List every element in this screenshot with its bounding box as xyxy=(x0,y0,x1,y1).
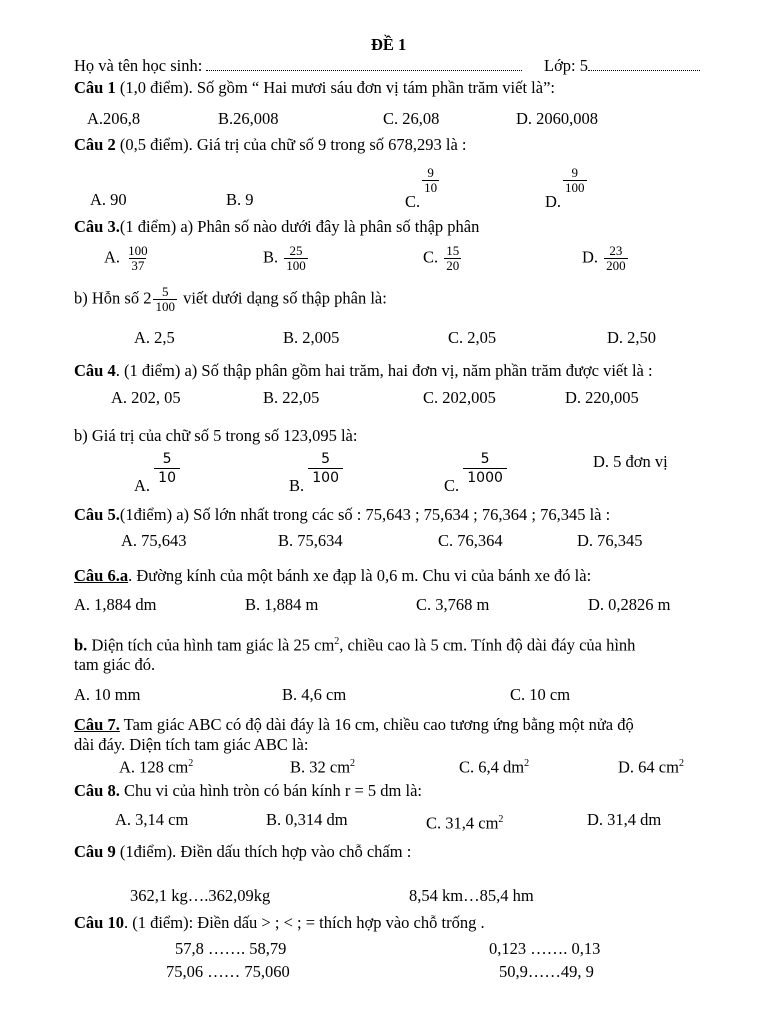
q6-option-d[interactable]: D. 0,2826 m xyxy=(588,595,671,614)
question-10: Câu 10. (1 điểm): Điền dấu > ; < ; = thích hợp vào chỗ trống . xyxy=(74,913,485,932)
q9-item-left[interactable]: 362,1 kg….362,09kg xyxy=(130,886,271,905)
question-7-line2: dài đáy. Diện tích tam giác ABC là: xyxy=(74,735,309,754)
q8-option-a[interactable]: A. 3,14 cm xyxy=(115,810,189,829)
q6b-option-b[interactable]: B. 4,6 cm xyxy=(282,685,347,704)
q4b-option-a[interactable]: A. $\frac{5}{10}$ xyxy=(134,450,180,496)
q3-option-a[interactable]: A. $\frac{100}{37}$ xyxy=(104,243,148,273)
q8-option-b[interactable]: B. 0,314 dm xyxy=(266,810,348,829)
q2-option-d[interactable]: D. $\frac{9}{100}$ xyxy=(545,165,585,211)
question-6b: b. Diện tích của hình tam giác là 25 $cm^2$, chiều cao là 5 cm. Tính độ dài đáy của hình xyxy=(74,635,636,655)
q7-option-a[interactable]: A. 128 $cm^2$ xyxy=(119,757,194,777)
q2-option-a[interactable]: A. 90 xyxy=(90,190,127,209)
q5-option-c[interactable]: C. 76,364 xyxy=(438,531,503,550)
q3b-option-d[interactable]: D. 2,50 xyxy=(607,328,657,347)
q1-option-a[interactable]: A.206,8 xyxy=(87,109,141,128)
q10-row1-left[interactable]: 57,8 ……. 58,79 xyxy=(175,939,287,958)
question-3: Câu 3.(1 điểm) a) Phân số nào dưới đây là phân số thập phân xyxy=(74,217,480,236)
q1-option-d[interactable]: D. 2060,008 xyxy=(516,109,599,128)
q5-option-b[interactable]: B. 75,634 xyxy=(278,531,343,550)
q7-option-b[interactable]: B. 32 $cm^2$ xyxy=(290,757,356,777)
q4b-option-b[interactable]: B. $\frac{5}{100}$ xyxy=(289,450,343,496)
question-8: Câu 8. Chu vi của hình tròn có bán kính r = 5 dm là: xyxy=(74,781,422,800)
question-9: Câu 9 (1điểm). Điền dấu thích hợp vào chỗ chấm : xyxy=(74,842,412,861)
q7-option-d[interactable]: D. 64 $cm^2$ xyxy=(618,757,684,777)
q4-option-d[interactable]: D. 220,005 xyxy=(565,388,639,407)
class-label: Lớp: 5 xyxy=(544,56,700,76)
question-4: Câu 4. (1 điểm) a) Số thập phân gồm hai trăm, hai đơn vị, năm phần trăm được viết là : xyxy=(74,361,653,380)
q9-item-right[interactable]: 8,54 km…85,4 hm xyxy=(409,886,534,905)
question-7: Câu 7. Tam giác ABC có độ dài đáy là 16 cm, chiều cao tương ứng bằng một nửa độ xyxy=(74,715,634,734)
q8-option-d[interactable]: D. 31,4 dm xyxy=(587,810,662,829)
question-4b: b) Giá trị của chữ số 5 trong số 123,095 là: xyxy=(74,426,358,445)
question-2: Câu 2 (0,5 điểm). Giá trị của chữ số 9 trong số 678,293 là : xyxy=(74,135,467,154)
q6b-option-c[interactable]: C. 10 cm xyxy=(510,685,571,704)
q4-option-a[interactable]: A. 202, 05 xyxy=(111,388,181,407)
name-blank[interactable] xyxy=(206,58,522,71)
q4-option-b[interactable]: B. 22,05 xyxy=(263,388,320,407)
q2-c-fraction: $\frac{9}{10}$ xyxy=(424,165,438,195)
q6-option-a[interactable]: A. 1,884 dm xyxy=(74,595,157,614)
q1-option-b[interactable]: B.26,008 xyxy=(218,109,279,128)
q2-option-b[interactable]: B. 9 xyxy=(226,190,254,209)
class-blank[interactable] xyxy=(588,58,700,71)
student-name-label: Họ và tên học sinh: xyxy=(74,56,522,76)
q5-option-d[interactable]: D. 76,345 xyxy=(577,531,643,550)
q3b-option-a[interactable]: A. 2,5 xyxy=(134,328,175,347)
q1-option-c[interactable]: C. 26,08 xyxy=(383,109,440,128)
question-1: Câu 1 (1,0 điểm). Số gồm “ Hai mươi sáu đơn vị tám phần trăm viết là”: xyxy=(74,78,555,97)
q10-row1-right[interactable]: 0,123 ……. 0,13 xyxy=(489,939,601,958)
page-title: ĐỀ 1 xyxy=(371,35,407,54)
q3-option-c[interactable]: C. $\frac{15}{20}$ xyxy=(423,243,460,273)
q10-row2-left[interactable]: 75,06 …… 75,060 xyxy=(166,962,290,981)
question-5: Câu 5.(1điểm) a) Số lớn nhất trong các số : 75,643 ; 75,634 ; 76,364 ; 76,345 là : xyxy=(74,505,611,524)
q6-option-c[interactable]: C. 3,768 m xyxy=(416,595,490,614)
q4-option-c[interactable]: C. 202,005 xyxy=(423,388,496,407)
question-3b: b) Hỗn số 2 $\frac{5}{100}$ viết dưới dạng số thập phân là: xyxy=(74,284,387,314)
q10-row2-right[interactable]: 50,9……49, 9 xyxy=(499,962,594,981)
q3-option-d[interactable]: D. $\frac{23}{200}$ xyxy=(582,243,626,273)
q3b-option-c[interactable]: C. 2,05 xyxy=(448,328,497,347)
question-6b-line2: tam giác đó. xyxy=(74,655,156,674)
q3-option-b[interactable]: B. $\frac{25}{100}$ xyxy=(263,243,306,273)
q6b-option-a[interactable]: A. 10 mm xyxy=(74,685,141,704)
q5-option-a[interactable]: A. 75,643 xyxy=(121,531,187,550)
q6-option-b[interactable]: B. 1,884 m xyxy=(245,595,319,614)
question-6a: Câu 6.a. Đường kính của một bánh xe đạp là 0,6 m. Chu vi của bánh xe đó là: xyxy=(74,566,592,585)
q4b-option-c[interactable]: C. $\frac{5}{1000}$ xyxy=(444,450,507,496)
q2-option-c[interactable]: C. $\frac{9}{10}$ xyxy=(405,165,438,211)
q4b-option-d[interactable]: D. 5 đơn vị xyxy=(593,452,668,471)
q2-d-fraction: $\frac{9}{100}$ xyxy=(565,165,585,195)
q7-option-c[interactable]: C. 6,4 $dm^2$ xyxy=(459,757,530,777)
q3b-option-b[interactable]: B. 2,005 xyxy=(283,328,340,347)
q8-option-c[interactable]: C. 31,4 $cm^2$ xyxy=(426,813,504,833)
